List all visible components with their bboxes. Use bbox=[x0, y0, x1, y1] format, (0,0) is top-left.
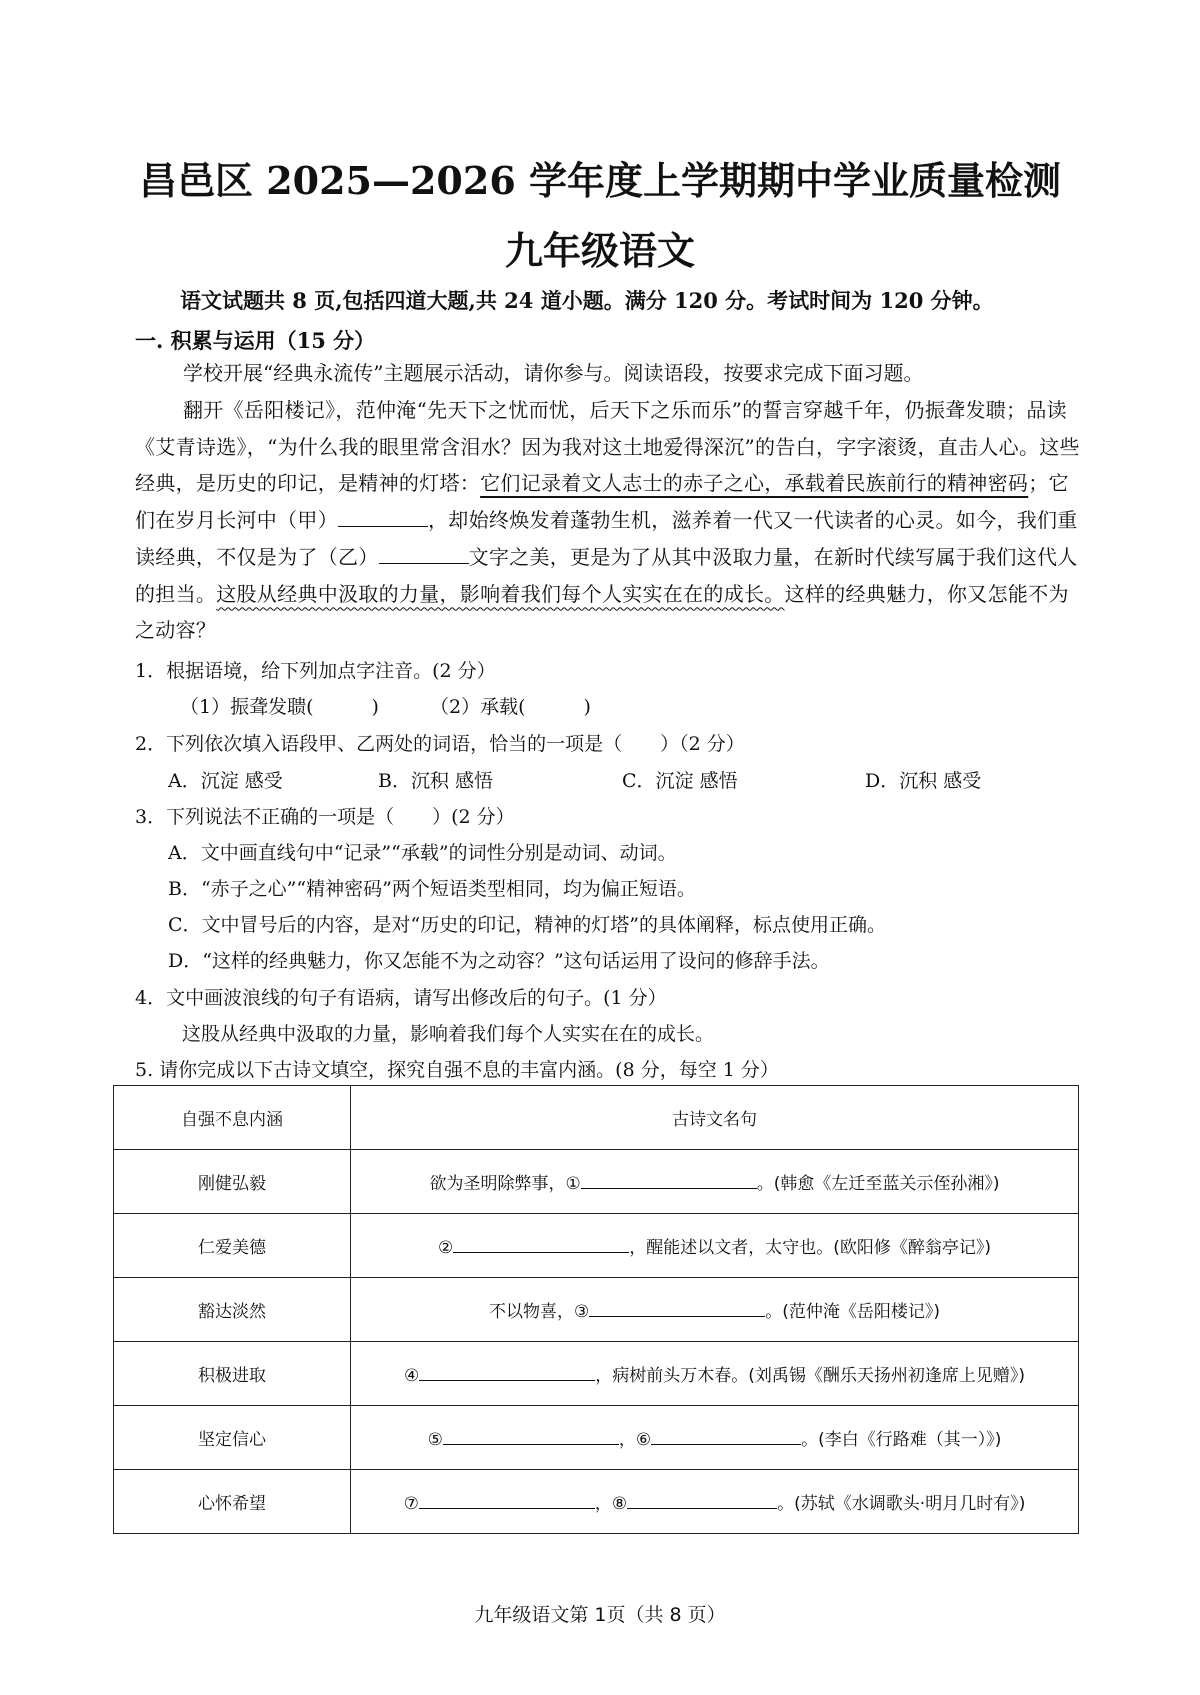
answer-blank-7[interactable] bbox=[419, 1492, 595, 1509]
passage-text-4: 文字之美，更是为了从其中汲取力量，在新时代续写属于我们这代人的担当。 bbox=[135, 544, 1078, 606]
verse-cell: 不以物喜，③ 。(范仲淹《岳阳楼记》) bbox=[351, 1278, 1079, 1342]
table-row bbox=[114, 1342, 1079, 1406]
section-heading: 一. 积累与运用（15 分） bbox=[135, 328, 376, 353]
answer-blank-1[interactable] bbox=[581, 1172, 757, 1189]
table-row bbox=[114, 1214, 1079, 1278]
question-5: 5. 请你完成以下古诗文填空，探究自强不息的丰富内涵。(8 分，每空 1 分） bbox=[135, 1059, 779, 1081]
q4-sentence: 这股从经典中汲取的力量，影响着我们每个人实实在在的成长。 bbox=[182, 1023, 715, 1045]
answer-blank-2[interactable] bbox=[453, 1236, 629, 1253]
answer-blank-8[interactable] bbox=[627, 1492, 777, 1509]
passage-text-5: 这样的经典魅力，你又怎能不为之动容？ bbox=[135, 581, 1069, 643]
verse-cell: ⑦ ，⑧ 。(苏轼《水调歌头·明月几时有》) bbox=[351, 1470, 1079, 1534]
answer-blank-3[interactable] bbox=[589, 1300, 765, 1317]
exam-info: 语文试题共 8 页,包括四道大题,共 24 道小题。满分 120 分。考试时间为 120 分钟。 bbox=[180, 288, 994, 313]
table-row bbox=[114, 1470, 1079, 1534]
q2-option-d[interactable]: D．沉积 感受 bbox=[865, 770, 982, 792]
theme-cell: 坚定信心 bbox=[114, 1406, 351, 1470]
q2-option-b[interactable]: B．沉积 感悟 bbox=[378, 770, 494, 792]
table-row bbox=[114, 1278, 1079, 1342]
q3-option-c[interactable]: C．文中冒号后的内容，是对“历史的印记，精神的灯塔”的具体阐释，标点使用正确。 bbox=[168, 914, 886, 936]
blank-jia[interactable] bbox=[338, 506, 428, 527]
blank-yi[interactable] bbox=[379, 543, 469, 564]
question-4: 4．文中画波浪线的句子有语病，请写出修改后的句子。(1 分） bbox=[135, 987, 667, 1009]
theme-cell: 仁爱美德 bbox=[114, 1214, 351, 1278]
verse-cell: ⑤ ，⑥ 。(李白《行路难（其一）》) bbox=[351, 1406, 1079, 1470]
table-header: 古诗文名句 bbox=[351, 1086, 1079, 1150]
question-2: 2．下列依次填入语段甲、乙两处的词语，恰当的一项是（ ）（2 分） bbox=[135, 733, 745, 755]
answer-blank-4[interactable] bbox=[419, 1364, 595, 1381]
theme-cell: 豁达淡然 bbox=[114, 1278, 351, 1342]
theme-cell: 刚健弘毅 bbox=[114, 1150, 351, 1214]
q3-option-a[interactable]: A．文中画直线句中“记录”“承载”的词性分别是动词、动词。 bbox=[168, 842, 677, 864]
question-3: 3．下列说法不正确的一项是（ ）(2 分） bbox=[135, 806, 515, 828]
wavy-sentence: 这股从经典中汲取的力量，影响着我们每个人实实在在的成长。 bbox=[216, 581, 785, 606]
table-row bbox=[114, 1406, 1079, 1470]
q2-option-a[interactable]: A．沉淀 感受 bbox=[168, 770, 283, 792]
q3-option-b[interactable]: B．“赤子之心”“精神密码”两个短语类型相同，均为偏正短语。 bbox=[168, 878, 696, 900]
q1-item-b: （2）承载( ) bbox=[430, 696, 591, 718]
passage-text-2: ；它们在岁月长河中（甲） bbox=[135, 471, 1069, 533]
table-row bbox=[114, 1150, 1079, 1214]
passage-text-3: ，却始终焕发着蓬勃生机，滋养着一代又一代读者的心灵。如今，我们重读经典，不仅是为了（乙） bbox=[135, 508, 1078, 569]
passage-text-1: 翻开《岳阳楼记》，范仲淹“先天下之忧而忧，后天下之乐而乐”的誓言穿越千年，仍振聋发聩；品读《艾青诗选》，“为什么我的眼里常含泪水？因为我对这土地爱得深沉”的告白，字字滚烫，直击人心。这些经典，是历史的印记，是精神的灯塔： bbox=[135, 398, 1080, 496]
section-intro: 学校开展“经典永流传”主题展示活动，请你参与。阅读语段，按要求完成下面习题。 bbox=[183, 361, 924, 385]
poetry-fill-table bbox=[113, 1085, 1079, 1534]
exam-subtitle: 九年级语文 bbox=[504, 228, 695, 273]
table-header-row bbox=[114, 1086, 1079, 1150]
table-header: 自强不息内涵 bbox=[114, 1086, 351, 1150]
theme-cell: 心怀希望 bbox=[114, 1470, 351, 1534]
verse-cell: ④ ，病树前头万木春。(刘禹锡《酬乐天扬州初逢席上见赠》) bbox=[351, 1342, 1079, 1406]
exam-title: 昌邑区 2025—2026 学年度上学期期中学业质量检测 bbox=[139, 158, 1061, 203]
page-footer: 九年级语文第 1页（共 8 页） bbox=[474, 1604, 726, 1626]
verse-cell: 欲为圣明除弊事，① 。(韩愈《左迁至蓝关示侄孙湘》) bbox=[351, 1150, 1079, 1214]
reading-passage bbox=[135, 392, 1080, 649]
q1-item-a: （1）振聋发聩( ) bbox=[180, 696, 379, 718]
verse-cell: ② ，醒能述以文者，太守也。(欧阳修《醉翁亭记》) bbox=[351, 1214, 1079, 1278]
question-1: 1．根据语境，给下列加点字注音。(2 分） bbox=[135, 660, 496, 682]
theme-cell: 积极进取 bbox=[114, 1342, 351, 1406]
q3-option-d[interactable]: D．“这样的经典魅力，你又怎能不为之动容？”这句话运用了设问的修辞手法。 bbox=[168, 950, 830, 972]
answer-blank-5[interactable] bbox=[443, 1428, 619, 1445]
answer-blank-6[interactable] bbox=[651, 1428, 801, 1445]
q2-option-c[interactable]: C．沉淀 感悟 bbox=[622, 770, 738, 792]
underlined-sentence: 它们记录着文人志士的赤子之心，承载着民族前行的精神密码 bbox=[480, 471, 1029, 496]
